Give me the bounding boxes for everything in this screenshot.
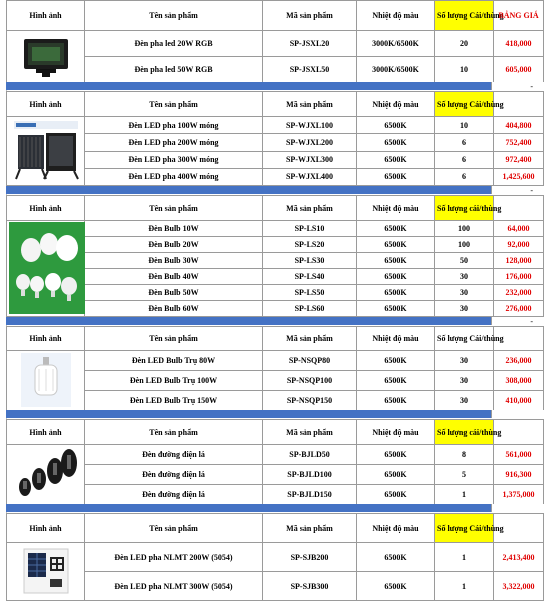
color-temp: 6500K <box>357 371 435 391</box>
product-name: Đèn Bulb 60W <box>85 301 263 317</box>
color-temp: 6500K <box>357 301 435 317</box>
product-name: Đèn đường điện lá <box>85 445 263 465</box>
header-product: Tên sản phẩm <box>85 1 263 31</box>
header-qty: Số lượng Cái/thùng <box>435 514 494 543</box>
qty-per-box: 10 <box>435 57 494 83</box>
price: 308,000 <box>494 371 544 391</box>
header-product: Tên sản phẩm <box>85 92 263 117</box>
street-lights-image <box>13 447 79 501</box>
color-temp: 6500K <box>357 391 435 411</box>
price: 232,000 <box>494 285 544 301</box>
header-temp: Nhiệt độ màu <box>357 196 435 221</box>
product-code: SP-LS30 <box>263 253 357 269</box>
qty-per-box: 30 <box>435 391 494 411</box>
price: 64,000 <box>494 221 544 237</box>
header-image: Hình ảnh <box>7 92 85 117</box>
qty-per-box: 6 <box>435 134 494 151</box>
product-image-cell <box>7 117 85 186</box>
section-separator <box>6 410 543 418</box>
price: 92,000 <box>494 237 544 253</box>
header-code: Mã sản phẩm <box>263 420 357 445</box>
color-temp: 6500K <box>357 253 435 269</box>
color-temp: 6500K <box>357 285 435 301</box>
price: 561,000 <box>494 445 544 465</box>
product-table-floodlight-stand <box>6 91 544 186</box>
header-qty: Số lượng cái/thùng <box>435 196 494 221</box>
qty-per-box: 6 <box>435 151 494 168</box>
qty-per-box: 1 <box>435 572 494 601</box>
color-temp: 6500K <box>357 572 435 601</box>
price: 752,400 <box>494 134 544 151</box>
qty-per-box: 100 <box>435 221 494 237</box>
dash-mark: - <box>530 186 533 195</box>
product-code: SP-LS50 <box>263 285 357 301</box>
color-temp: 6500K <box>357 168 435 185</box>
qty-per-box: 30 <box>435 285 494 301</box>
product-name: Đèn Bulb 20W <box>85 237 263 253</box>
product-name: Đèn LED Bulb Trụ 150W <box>85 391 263 411</box>
product-code: SP-WJXL200 <box>263 134 357 151</box>
product-name: Đèn đường điện lá <box>85 485 263 505</box>
product-code: SP-LS40 <box>263 269 357 285</box>
product-code: SP-BJLD50 <box>263 445 357 465</box>
qty-per-box: 100 <box>435 237 494 253</box>
product-name: Đèn pha led 20W RGB <box>85 31 263 57</box>
qty-per-box: 10 <box>435 117 494 134</box>
product-name: Đèn LED pha 400W móng <box>85 168 263 185</box>
color-temp: 6500K <box>357 237 435 253</box>
product-code: SP-LS20 <box>263 237 357 253</box>
qty-per-box: 30 <box>435 301 494 317</box>
header-image: Hình ảnh <box>7 196 85 221</box>
price: 1,375,000 <box>494 485 544 505</box>
black-floodlight-rgb-image <box>16 33 76 79</box>
section-separator <box>6 186 543 194</box>
qty-per-box: 30 <box>435 351 494 371</box>
product-image-cell <box>7 543 85 601</box>
product-code: SP-JSXL50 <box>263 57 357 83</box>
floodlight-with-stand-image <box>10 117 82 183</box>
solar-floodlight-image <box>20 545 72 597</box>
price: 2,413,400 <box>494 543 544 572</box>
header-image: Hình ảnh <box>7 514 85 543</box>
color-temp: 6500K <box>357 465 435 485</box>
header-code: Mã sản phẩm <box>263 1 357 31</box>
color-temp: 6500K <box>357 543 435 572</box>
qty-per-box: 30 <box>435 269 494 285</box>
product-name: Đèn LED Bulb Trụ 100W <box>85 371 263 391</box>
led-bulbs-image <box>9 222 85 314</box>
header-price: BẢNG GIÁ <box>494 1 544 31</box>
color-temp: 6500K <box>357 221 435 237</box>
price: 236,000 <box>494 351 544 371</box>
color-temp: 6500K <box>357 445 435 465</box>
product-name: Đèn Bulb 40W <box>85 269 263 285</box>
product-name: Đèn Bulb 10W <box>85 221 263 237</box>
product-name: Đèn LED pha 100W móng <box>85 117 263 134</box>
price: 128,000 <box>494 253 544 269</box>
price: 1,425,600 <box>494 168 544 185</box>
qty-per-box: 6 <box>435 168 494 185</box>
section-separator <box>6 504 543 512</box>
header-product: Tên sản phẩm <box>85 327 263 351</box>
price: 3,322,000 <box>494 572 544 601</box>
price: 418,000 <box>494 31 544 57</box>
product-name: Đèn Bulb 30W <box>85 253 263 269</box>
header-product: Tên sản phẩm <box>85 420 263 445</box>
product-name: Đèn LED pha 200W móng <box>85 134 263 151</box>
header-qty: Số lượng Cái/thùng <box>435 1 494 31</box>
header-code: Mã sản phẩm <box>263 514 357 543</box>
product-name: Đèn LED pha NLMT 300W (5054) <box>85 572 263 601</box>
product-name: Đèn Bulb 50W <box>85 285 263 301</box>
color-temp: 6500K <box>357 151 435 168</box>
product-code: SP-LS10 <box>263 221 357 237</box>
product-name: Đèn LED Bulb Trụ 80W <box>85 351 263 371</box>
color-temp: 6500K <box>357 351 435 371</box>
header-temp: Nhiệt độ màu <box>357 92 435 117</box>
product-code: SP-LS60 <box>263 301 357 317</box>
qty-per-box: 20 <box>435 31 494 57</box>
header-product: Tên sản phẩm <box>85 196 263 221</box>
header-image: Hình ảnh <box>7 420 85 445</box>
product-code: SP-BJLD100 <box>263 465 357 485</box>
color-temp: 6500K <box>357 269 435 285</box>
price: 176,000 <box>494 269 544 285</box>
header-temp: Nhiệt độ màu <box>357 1 435 31</box>
color-temp: 6500K <box>357 117 435 134</box>
product-table-cylinder-bulb <box>6 326 544 411</box>
product-code: SP-NSQP80 <box>263 351 357 371</box>
qty-per-box: 50 <box>435 253 494 269</box>
price: 972,400 <box>494 151 544 168</box>
header-image: Hình ảnh <box>7 327 85 351</box>
section-separator <box>6 82 543 90</box>
header-qty: Số lượng cái/thùng <box>435 420 494 445</box>
qty-per-box: 1 <box>435 543 494 572</box>
header-qty: Số lượng Cái/thùng <box>435 327 494 351</box>
header-qty: Số lượng Cái/thùng <box>435 92 494 117</box>
product-table-solar-floodlight <box>6 513 544 601</box>
product-name: Đèn đường điện lá <box>85 465 263 485</box>
product-code: SP-WJXL100 <box>263 117 357 134</box>
price: 605,000 <box>494 57 544 83</box>
header-temp: Nhiệt độ màu <box>357 514 435 543</box>
product-table-street-light <box>6 419 544 505</box>
color-temp: 6500K <box>357 134 435 151</box>
header-temp: Nhiệt độ màu <box>357 420 435 445</box>
qty-per-box: 5 <box>435 465 494 485</box>
header-image: Hình ảnh <box>7 1 85 31</box>
product-image-cell <box>7 445 85 505</box>
product-code: SP-NSQP100 <box>263 371 357 391</box>
section-separator <box>6 317 543 325</box>
product-code: SP-JSXL20 <box>263 31 357 57</box>
product-name: Đèn LED pha NLMT 200W (5054) <box>85 543 263 572</box>
product-name: Đèn LED pha 300W móng <box>85 151 263 168</box>
dash-mark: - <box>530 317 533 326</box>
cylinder-bulb-image <box>21 353 71 407</box>
header-code: Mã sản phẩm <box>263 92 357 117</box>
product-code: SP-SJB200 <box>263 543 357 572</box>
price: 916,300 <box>494 465 544 485</box>
dash-mark: - <box>530 82 533 91</box>
header-temp: Nhiệt độ màu <box>357 327 435 351</box>
color-temp: 6500K <box>357 485 435 505</box>
product-code: SP-WJXL300 <box>263 151 357 168</box>
price: 410,000 <box>494 391 544 411</box>
qty-per-box: 30 <box>435 371 494 391</box>
product-name: Đèn pha led 50W RGB <box>85 57 263 83</box>
price: 276,000 <box>494 301 544 317</box>
product-code: SP-BJLD150 <box>263 485 357 505</box>
qty-per-box: 8 <box>435 445 494 465</box>
product-code: SP-NSQP150 <box>263 391 357 411</box>
qty-per-box: 1 <box>435 485 494 505</box>
product-image-cell <box>7 221 85 317</box>
header-code: Mã sản phẩm <box>263 196 357 221</box>
product-code: SP-SJB300 <box>263 572 357 601</box>
color-temp: 3000K/6500K <box>357 31 435 57</box>
product-image-cell <box>7 351 85 411</box>
color-temp: 3000K/6500K <box>357 57 435 83</box>
header-code: Mã sản phẩm <box>263 327 357 351</box>
product-table-bulb <box>6 195 544 317</box>
product-code: SP-WJXL400 <box>263 168 357 185</box>
price: 404,800 <box>494 117 544 134</box>
product-image-cell <box>7 31 85 83</box>
header-product: Tên sản phẩm <box>85 514 263 543</box>
product-table-floodlight-rgb <box>6 0 544 83</box>
